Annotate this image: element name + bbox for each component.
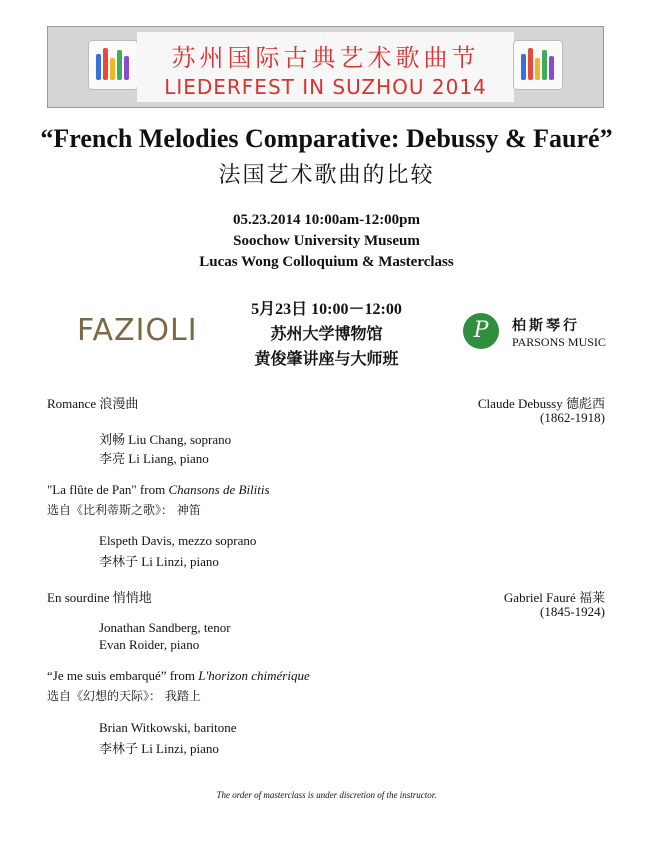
event-date: 05.23.2014 10:00am-12:00pm — [232, 212, 421, 228]
performer: Brian Witkowski, baritone — [99, 720, 237, 735]
festival-bars-logo — [88, 40, 138, 90]
piece-title-prefix: "La flûte de Pan" from — [47, 482, 169, 497]
parsons-music-name-cn: 柏斯琴行 — [512, 318, 580, 334]
banner-title-cn: 苏州国际古典艺术歌曲节 — [171, 44, 480, 72]
piece-title: En sourdine 悄悄地 — [47, 590, 152, 605]
performer: 李林子 Li Linzi, piano — [99, 554, 219, 569]
event-host: Lucas Wong Colloquium & Masterclass — [199, 254, 454, 270]
piece-title-cn: 选自《比利蒂斯之歌》： 神笛 — [47, 503, 201, 517]
festival-banner — [47, 26, 604, 108]
composer-name: Gabriel Fauré 福莱 — [503, 590, 605, 605]
piece-source-title: L'horizon chimérique — [198, 668, 310, 683]
event-venue-cn: 苏州大学博物馆 — [270, 326, 383, 343]
performer: 李亮 Li Liang, piano — [99, 451, 209, 466]
footer-note: The order of masterclass is under discretion of the instructor. — [216, 790, 437, 800]
parsons-music-name-en: PARSONS MUSIC — [512, 335, 606, 349]
piece-title — [47, 482, 270, 498]
event-date-cn: 5月23日 10:00－12:00 — [251, 301, 402, 318]
composer-dates: (1862-1918) — [540, 410, 605, 425]
banner-title-panel — [137, 32, 514, 102]
performer: Elspeth Davis, mezzo soprano — [99, 533, 257, 548]
banner-title-en: LIEDERFEST IN SUZHOU 2014 — [164, 75, 487, 99]
composer-name: Claude Debussy 德彪西 — [477, 396, 605, 411]
composer-dates: (1845-1924) — [540, 604, 605, 619]
performer: 刘畅 Liu Chang, soprano — [99, 432, 232, 447]
performer: Evan Roider, piano — [99, 637, 200, 652]
performer: 李林子 Li Linzi, piano — [99, 741, 219, 756]
fazioli-logo: FAZIOLI — [77, 313, 198, 348]
parsons-music-emblem-icon: P — [463, 313, 499, 349]
piece-title: Romance 浪漫曲 — [47, 396, 139, 411]
performer: Jonathan Sandberg, tenor — [99, 620, 231, 635]
piece-title — [47, 668, 310, 684]
event-host-cn: 黄俊肇讲座与大师班 — [254, 351, 399, 368]
event-venue: Soochow University Museum — [233, 233, 420, 249]
piece-title-prefix: “Je me suis embarqué” from — [47, 668, 199, 683]
event-title-cn: 法国艺术歌曲的比较 — [218, 163, 435, 188]
festival-bars-logo — [513, 40, 563, 90]
piece-source-title: Chansons de Bilitis — [168, 482, 270, 497]
event-title: “French Melodies Comparative: Debussy & Fauré” — [40, 124, 613, 153]
piece-title-cn: 选自《幻想的天际》： 我踏上 — [47, 689, 201, 703]
